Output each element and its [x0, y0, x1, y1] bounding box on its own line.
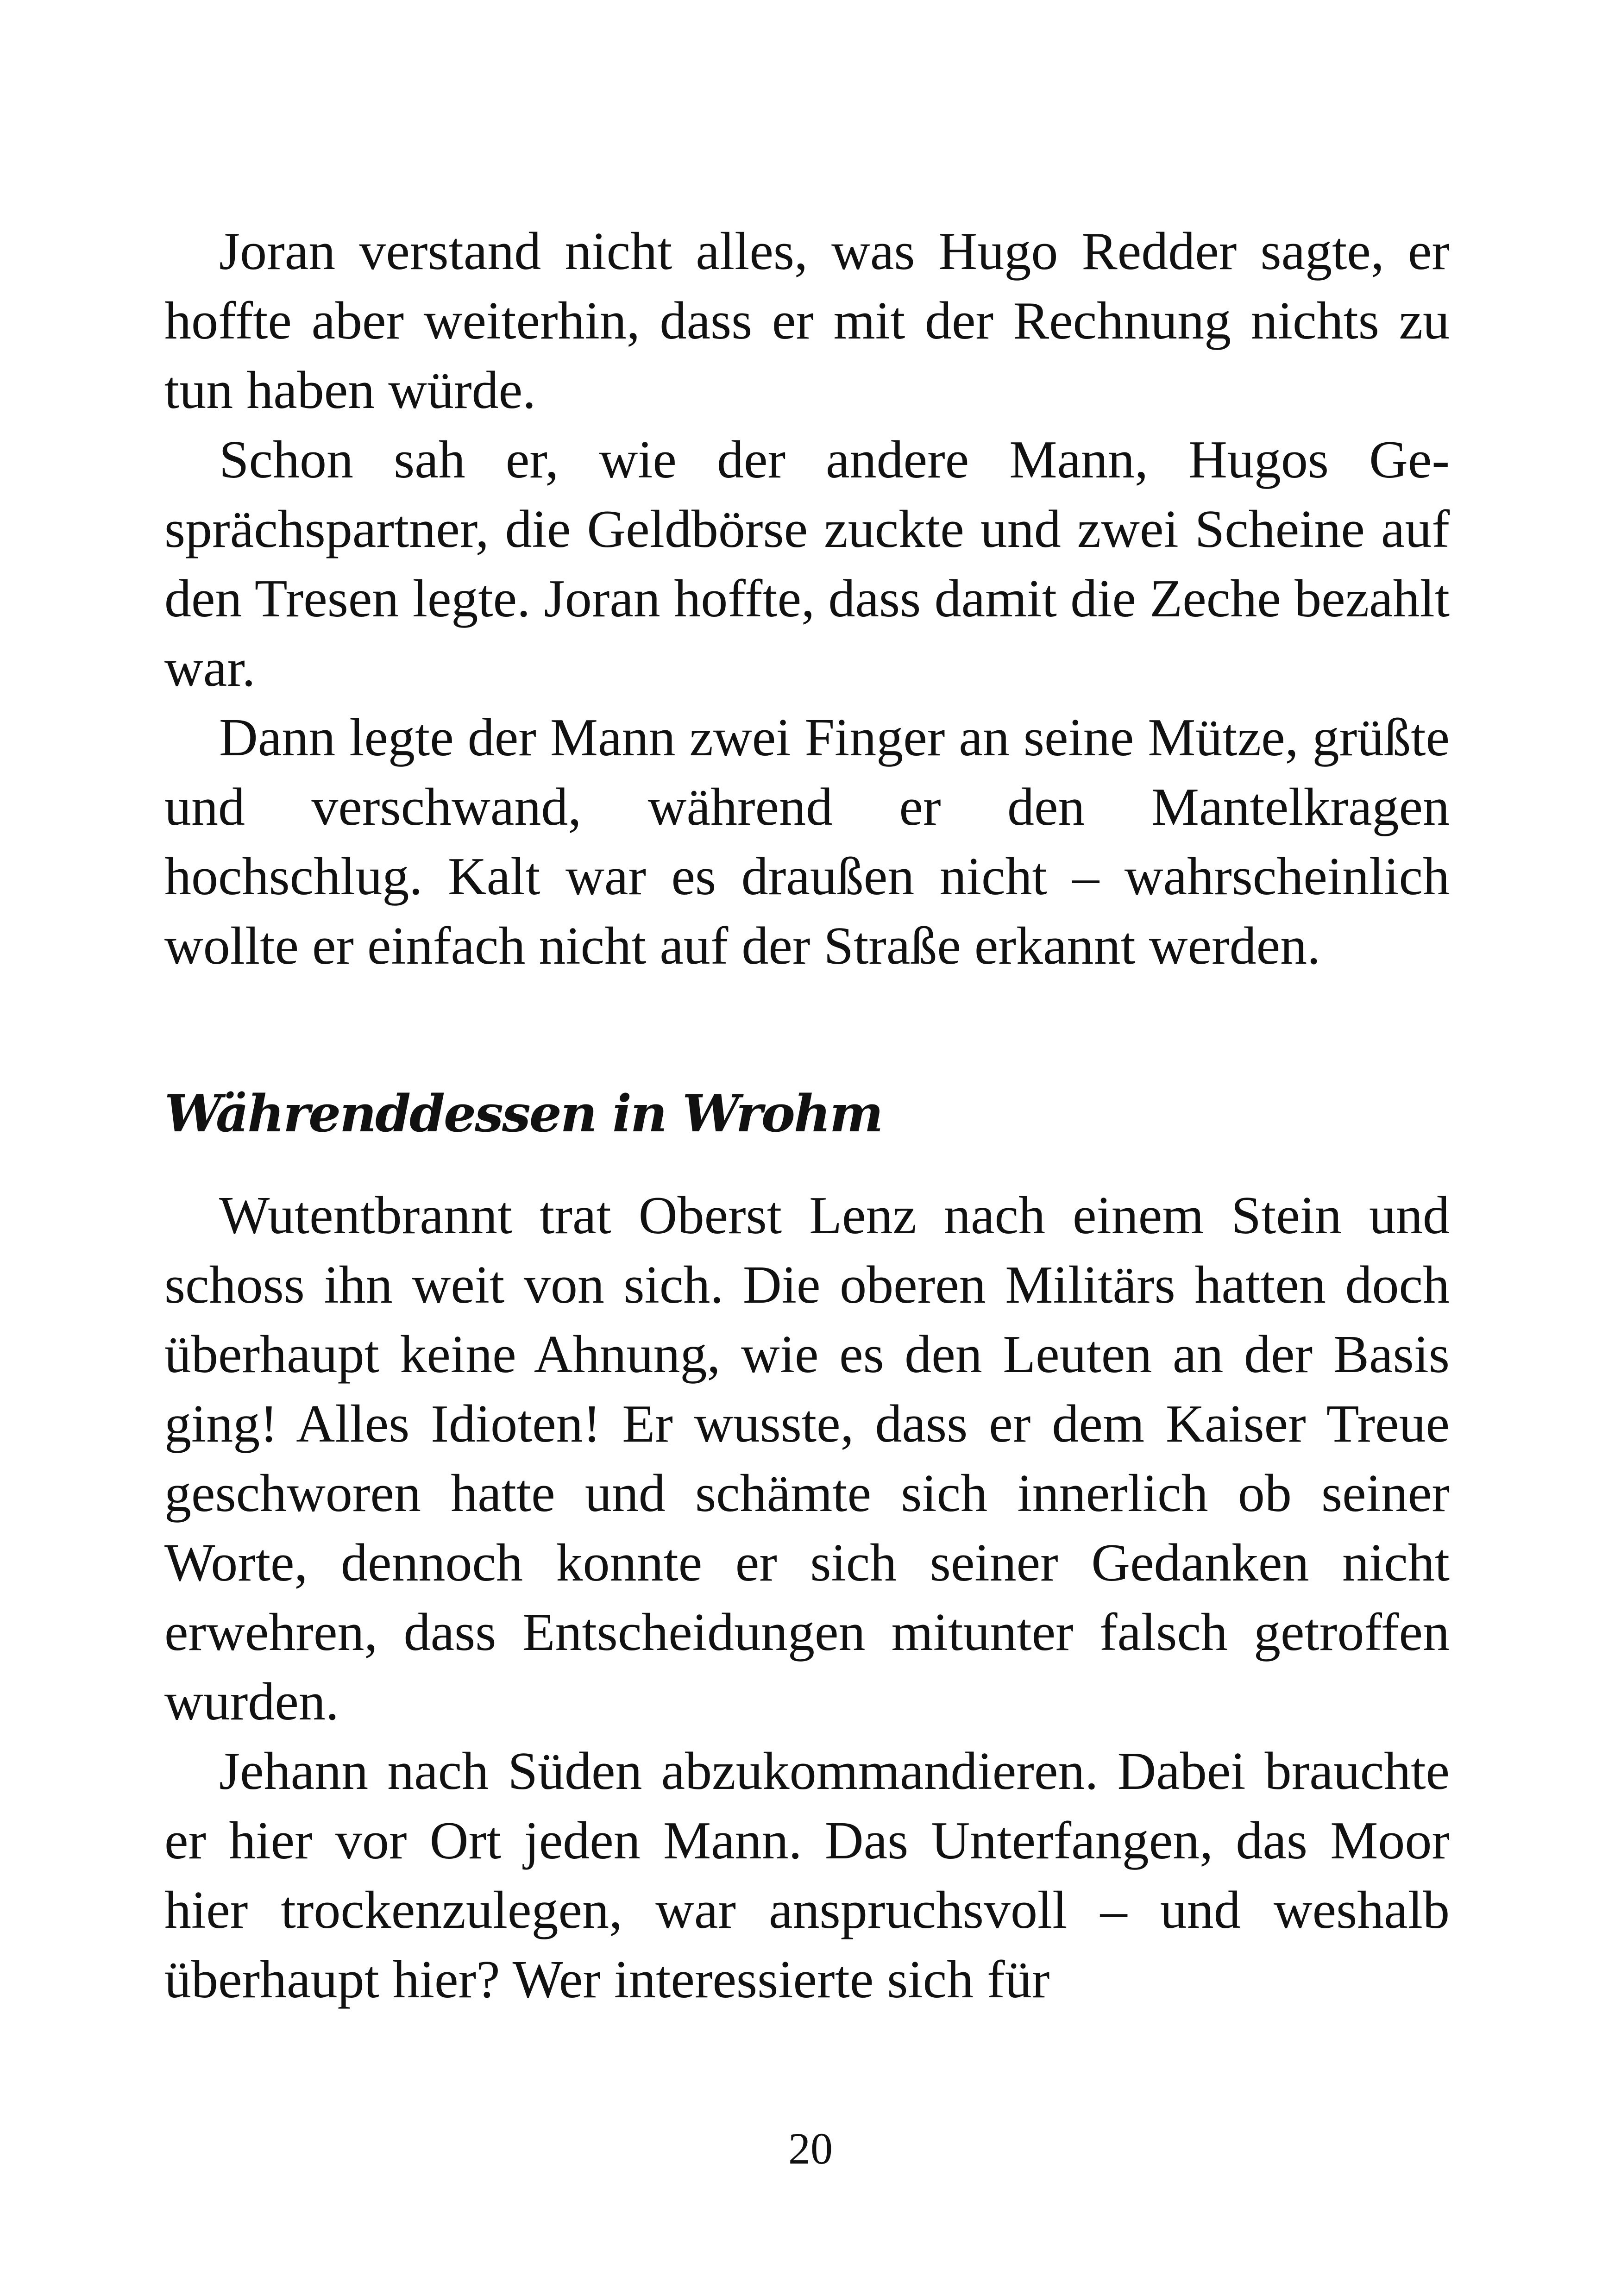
paragraph: Schon sah er, wie der andere Mann, Hugos Gesprächspartner, die Geldbörse zuckte und zwei Scheine auf den Tresen legte. Joran hoffte, dass damit die Zeche bezahlt war.: [164, 430, 1450, 698]
text-section-2: [164, 1181, 1450, 2014]
page-number: 20: [788, 2124, 833, 2173]
paragraph: Wutentbrannt trat Oberst Lenz nach einem Stein und schoss ihn weit von sich. Die oberen Militärs hatten doch überhaupt keine Ahnung, wie es den Leuten an der Basis ging! Alles Idioten! Er wusste, dass er dem Kaiser Treue geschworen hatte und schämte sich innerlich ob seiner Worte, dennoch konnte er sich seiner Gedanken nicht erwehren, dass Entscheidungen mitunter falsch getroffen wurden.: [164, 1186, 1450, 1731]
section-heading: Währenddessen in Wrohm: [164, 1084, 882, 1143]
paragraph: Dann legte der Mann zwei Finger an seine Mütze, grüßte und verschwand, während er den Mantelkragen hochschlug. Kalt war es draußen nicht – wahrscheinlich wollte er einfach nicht auf der Straße erkannt werden.: [164, 708, 1450, 976]
paragraph: Jehann nach Süden abzukommandieren. Dabei brauchte er hier vor Ort jeden Mann. Das Unterfangen, das Moor hier trockenzulegen, war anspruchsvoll – und weshalb überhaupt hier? Wer interessierte sich für: [164, 1742, 1450, 2009]
paragraph: Joran verstand nicht alles, was Hugo Redder sagte, er hoffte aber weiterhin, dass er mit der Rechnung nichts zu tun haben würde.: [164, 222, 1450, 420]
text-section-1: [164, 217, 1450, 981]
